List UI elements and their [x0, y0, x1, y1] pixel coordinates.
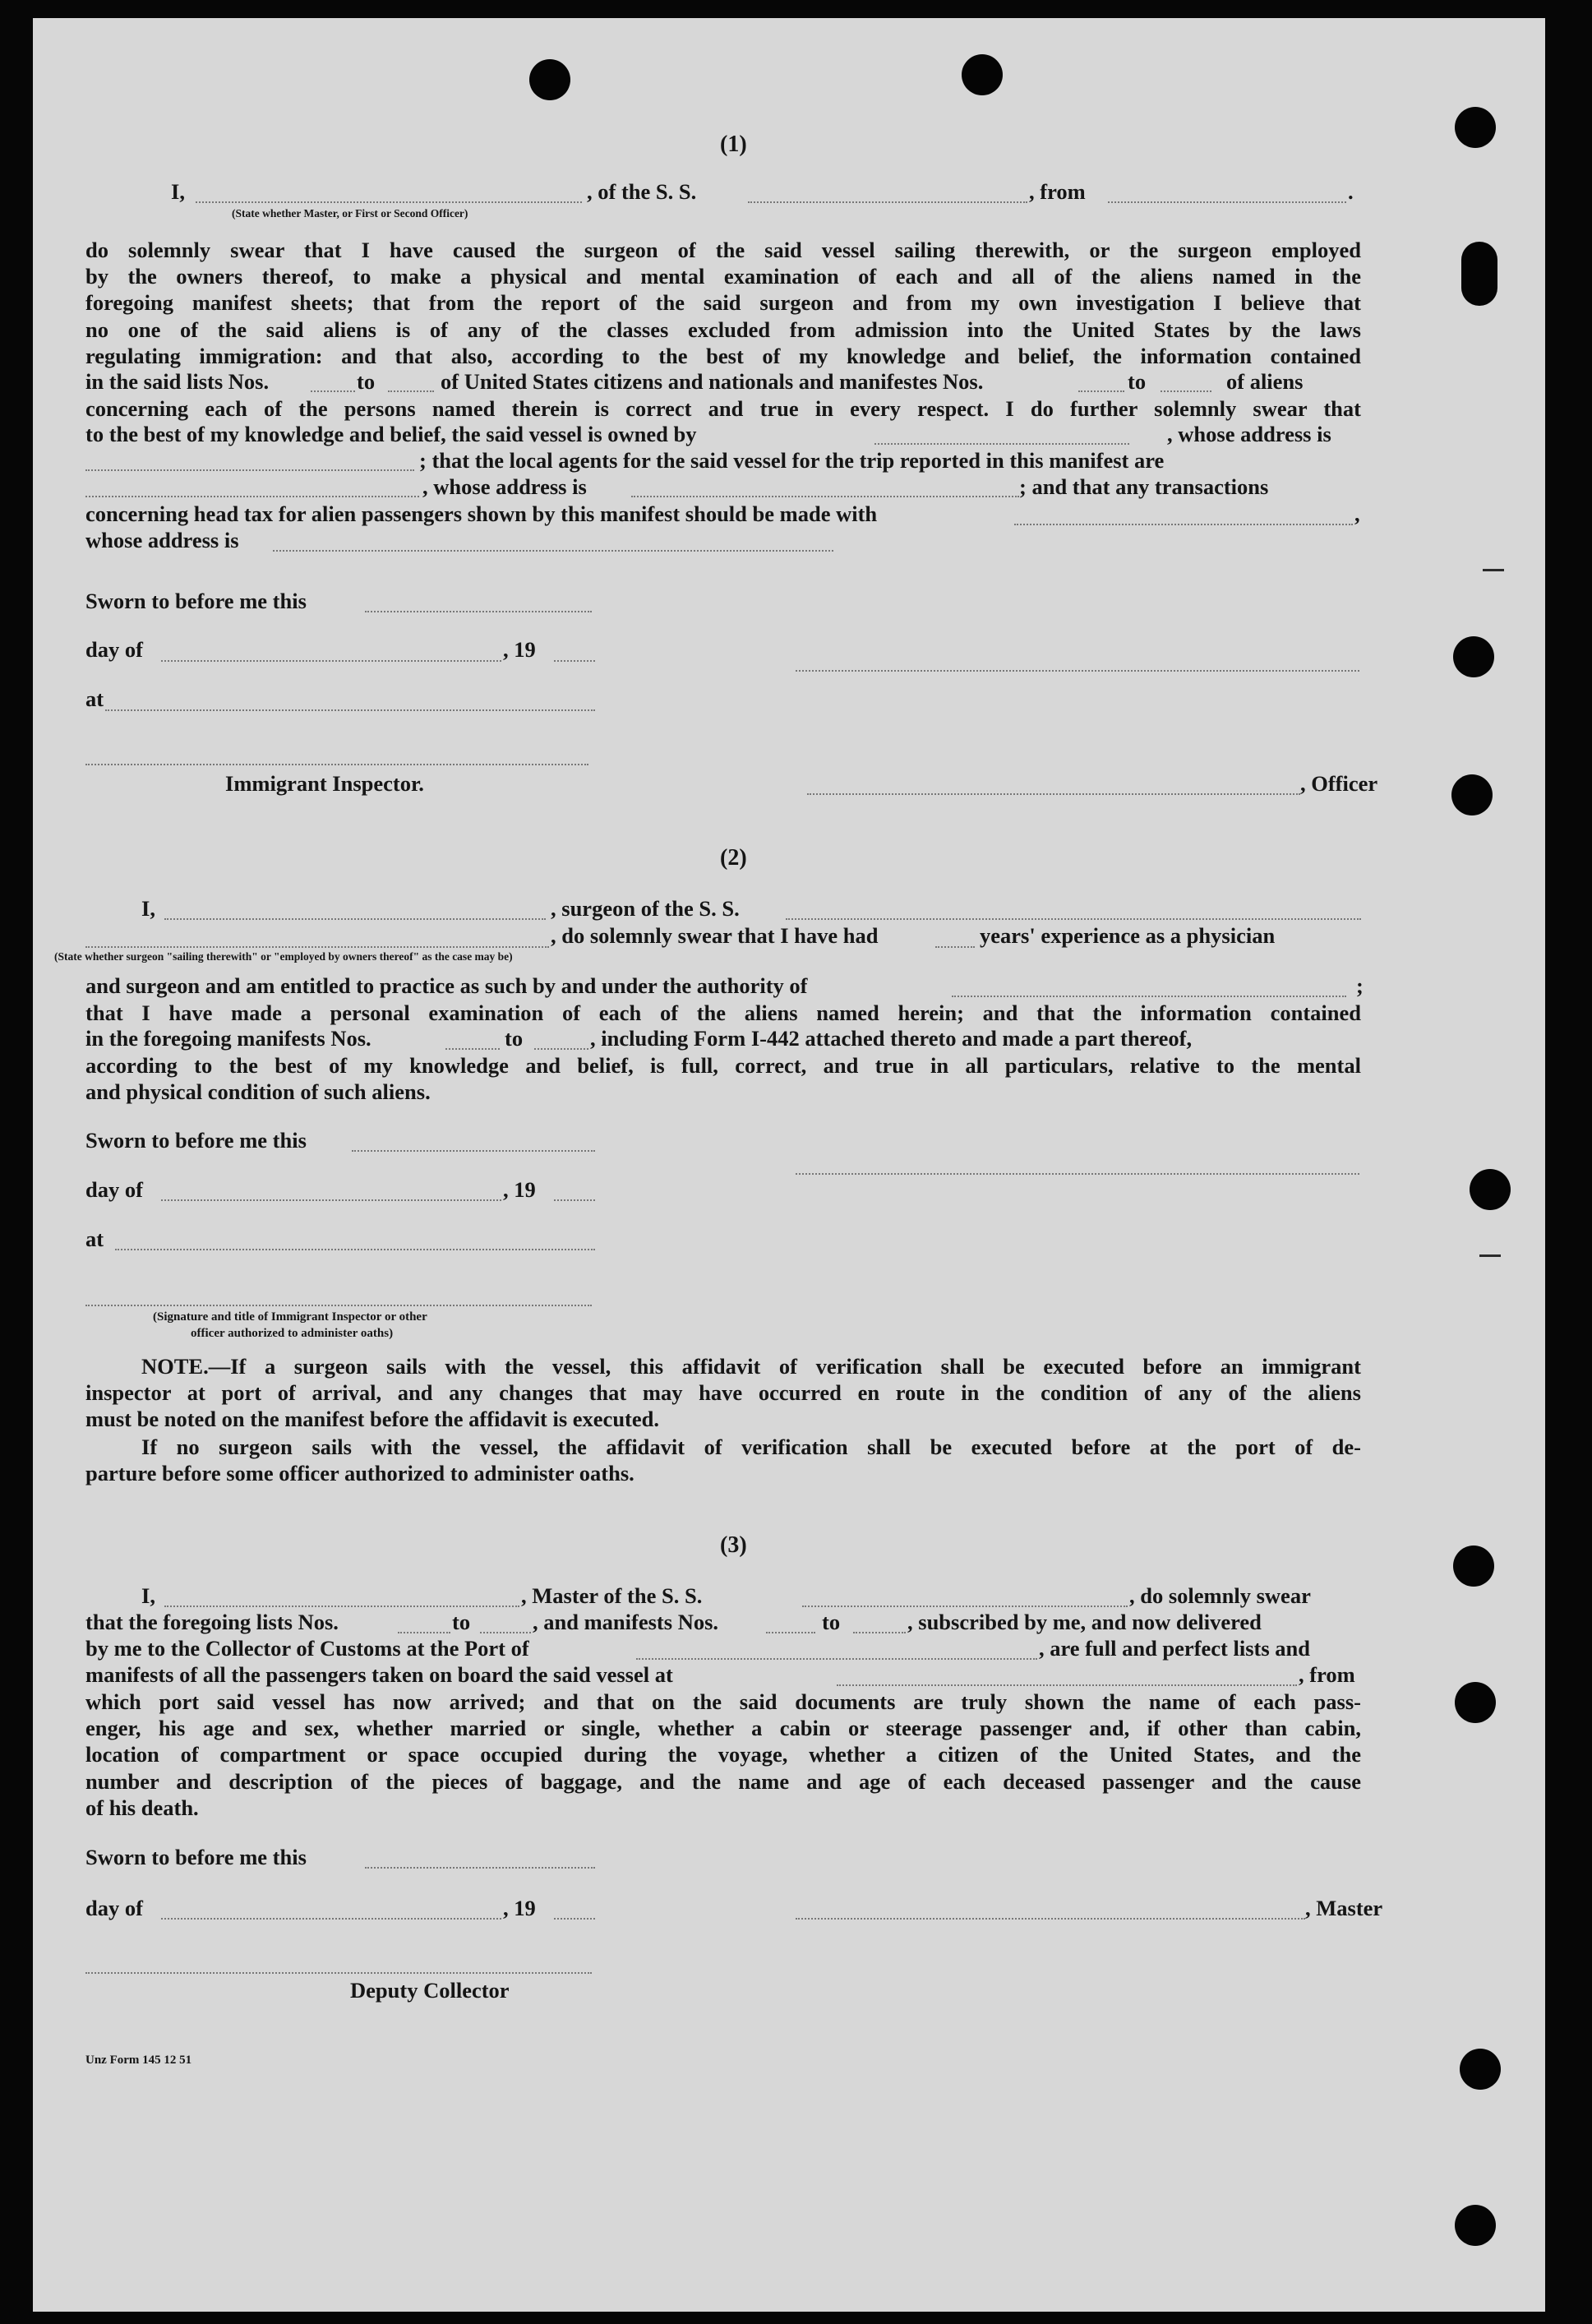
s1-paragraph [85, 237, 1361, 369]
s1-owner-address-field[interactable] [85, 469, 414, 471]
s3-boarded-label: manifests of all the passengers taken on board the said vessel at [85, 1662, 673, 1687]
s3-boarded-field[interactable] [837, 1684, 1297, 1686]
s1-period: . [1348, 179, 1354, 204]
s3-master-sig-field[interactable] [796, 1917, 1305, 1920]
s3-lists-to-field[interactable] [480, 1631, 531, 1633]
s1-at-label: at [85, 686, 104, 711]
s1-para-line: do solemnly swear that I have caused the surgeon of the said vessel sailing therewith, or the surgeon employed [85, 238, 1361, 262]
edge-mark [1483, 569, 1504, 571]
s2-sig-note: officer authorized to administer oaths) [191, 1327, 394, 1340]
s2-form-label: , including Form I-442 attached thereto and made a part thereof, [590, 1026, 1193, 1051]
s1-agents-address-field[interactable] [631, 495, 1019, 497]
punch-hole [1470, 1169, 1511, 1210]
s1-owned-label: to the best of my knowledge and belief, the said vessel is owned by [85, 422, 697, 446]
s2-ship-field[interactable] [786, 917, 1361, 920]
s3-from-label: , from [1299, 1662, 1355, 1687]
s1-ship-label: , of the S. S. [587, 179, 697, 204]
punch-hole [1455, 107, 1496, 148]
s1-from-field[interactable] [1108, 201, 1346, 203]
s2-surgeon-name-field[interactable] [164, 917, 546, 920]
s1-lists-to-field[interactable] [388, 390, 434, 392]
s1-inspector-label: Immigrant Inspector. [225, 771, 424, 796]
s2-signature-field[interactable] [796, 1172, 1359, 1175]
s1-sworn-label: Sworn to before me this [85, 589, 307, 613]
s1-headtax-address-label: whose address is [85, 528, 239, 552]
s3-deputy-label: Deputy Collector [350, 1978, 510, 2003]
s1-inspector-field[interactable] [85, 763, 588, 765]
s2-manifests-from-field[interactable] [445, 1047, 500, 1050]
s1-officer-label: , Officer [1300, 771, 1378, 796]
s1-to-label: to [357, 369, 376, 394]
s3-master-name-field[interactable] [164, 1605, 519, 1607]
s1-officer-note: (State whether Master, or First or Second Officer) [232, 207, 468, 219]
s3-master-label: , Master [1305, 1896, 1383, 1920]
s3-lists-from-field[interactable] [398, 1631, 450, 1633]
s1-para-line: by the owners thereof, to make a physical and mental examination of each and all of the aliens named in the [85, 264, 1361, 289]
s2-day-of-label: day of [85, 1177, 143, 1202]
s1-day-of-label: day of [85, 637, 143, 662]
s2-year-field[interactable] [554, 1199, 595, 1201]
s1-day-field[interactable] [161, 659, 501, 662]
s2-sworn-field[interactable] [352, 1149, 595, 1152]
s1-officer-sig-field[interactable] [807, 792, 1300, 795]
s2-sworn-label: Sworn to before me this [85, 1128, 307, 1153]
s3-para-line: which port said vessel has now arrived; and that on the said documents are truly shown the name of each pass- [85, 1689, 1361, 1714]
form-sheet [33, 18, 1545, 2312]
s1-owner-field[interactable] [874, 442, 1129, 445]
s1-ship-field[interactable] [748, 201, 1027, 203]
section-1-number: (1) [720, 132, 747, 157]
s1-headtax-field[interactable] [1014, 523, 1353, 525]
punch-hole [1455, 1682, 1496, 1723]
s1-lists-label: in the said lists Nos. [85, 369, 270, 394]
s2-year-label: , 19 [503, 1177, 536, 1202]
s3-to-label-2: to [822, 1610, 841, 1634]
s3-ship-field[interactable] [802, 1605, 1128, 1607]
s2-i-label: I, [141, 896, 155, 921]
s2-authority-label: and surgeon and am entitled to practice as such by and under the authority of [85, 973, 808, 998]
s2-swear-label: , do solemnly swear that I have had [551, 923, 879, 948]
s1-owner-address-label: , whose address is [1167, 422, 1331, 446]
s3-port-label: by me to the Collector of Customs at the Port of [85, 1636, 529, 1661]
s2-manifests-to-field[interactable] [534, 1047, 588, 1050]
punch-hole [962, 54, 1003, 95]
s1-sworn-field[interactable] [365, 610, 592, 612]
s2-para-line: that I have made a personal examination of each of the aliens named herein; and that the information contained [85, 1000, 1361, 1025]
s1-officer-field[interactable] [196, 201, 582, 203]
s1-para-line: concerning each of the persons named therein is correct and true in every respect. I do further solemnly swear that [85, 396, 1361, 421]
s3-paragraph [85, 1689, 1361, 1821]
punch-hole [1460, 2049, 1501, 2090]
s3-year-label: , 19 [503, 1896, 536, 1920]
s1-headtax-address-field[interactable] [273, 549, 833, 552]
s2-semicolon: ; [1356, 973, 1364, 998]
s2-surgeon-type-field[interactable] [85, 945, 549, 948]
form-number: Unz Form 145 12 51 [85, 2054, 192, 2067]
s2-sig-note: (Signature and title of Immigrant Inspector or other [153, 1310, 427, 1324]
punch-hole [1453, 636, 1494, 677]
s3-lists-label: that the foregoing lists Nos. [85, 1610, 339, 1634]
s2-line-6 [85, 1052, 1361, 1105]
s2-at-label: at [85, 1227, 104, 1251]
s1-manifests-from-field[interactable] [1078, 390, 1124, 392]
s2-experience-label: years' experience as a physician [980, 923, 1276, 948]
punch-hole [1461, 242, 1497, 306]
s3-sworn-field[interactable] [365, 1866, 595, 1869]
s1-para-line: regulating immigration: and that also, according to the best of my knowledge and belief, the information contained [85, 343, 1361, 368]
s1-para-line: no one of the said aliens is of any of the classes excluded from admission into the United States by the laws [85, 316, 1361, 342]
edge-mark [1479, 1254, 1501, 1257]
note-paragraph-1 [85, 1353, 1361, 1433]
s2-to-label: to [505, 1026, 524, 1051]
s3-manifests-label: , and manifests Nos. [533, 1610, 719, 1634]
s3-manifests-from-field[interactable] [766, 1631, 815, 1633]
s1-para-line: foregoing manifest sheets; that from the report of the said surgeon and from my own investigation I believe that [85, 290, 1361, 316]
note-paragraph-2 [85, 1434, 1361, 1486]
s3-year-field[interactable] [554, 1917, 595, 1920]
s1-line-7 [85, 395, 1361, 422]
note-line: inspector at port of arrival, and any changes that may have occurred en route in the condition of any of the aliens [85, 1380, 1361, 1406]
s1-comma: , [1354, 501, 1360, 526]
s3-para-line: number and description of the pieces of baggage, and the name and age of each deceased passenger and the cause [85, 1768, 1361, 1794]
note-line: must be noted on the manifest before the affidavit is executed. [85, 1407, 660, 1432]
s3-ship-label: , Master of the S. S. [521, 1583, 703, 1608]
s3-para-line: location of compartment or space occupied during the voyage, whether a citizen of the United States, and the [85, 1742, 1361, 1767]
s1-manifests-to-field[interactable] [1161, 390, 1211, 392]
s1-agents-label: ; that the local agents for the said vessel for the trip reported in this manifest are [419, 448, 1165, 473]
s1-year-field[interactable] [554, 659, 595, 662]
s3-subscribed-label: , subscribed by me, and now delivered [907, 1610, 1262, 1634]
s3-to-label: to [452, 1610, 471, 1634]
s3-para-line: enger, his age and sex, whether married or single, whether a cabin or steerage passenger and, if other than cabin, [85, 1716, 1361, 1741]
s1-lists-from-field[interactable] [311, 390, 355, 392]
section-2-number: (2) [720, 845, 747, 871]
s1-aliens-label: of aliens [1226, 369, 1304, 394]
s2-manifests-label: in the foregoing manifests Nos. [85, 1026, 371, 1051]
s1-headtax-label: concerning head tax for alien passengers shown by this manifest should be made with [85, 501, 878, 526]
s3-lists-full-label: , are full and perfect lists and [1039, 1636, 1311, 1661]
s1-to-label-2: to [1128, 369, 1147, 394]
s3-i-label: I, [141, 1583, 155, 1608]
punch-hole [529, 59, 570, 100]
s1-manifests-label: of United States citizens and nationals and manifestes Nos. [441, 369, 984, 394]
punch-hole [1451, 774, 1493, 815]
s2-ship-label: , surgeon of the S. S. [551, 896, 740, 921]
s3-manifests-to-field[interactable] [853, 1631, 906, 1633]
s1-at-field[interactable] [105, 709, 595, 711]
note-line: If no surgeon sails with the vessel, the affidavit of verification shall be executed before at the port of de- [141, 1435, 1361, 1459]
s3-day-of-label: day of [85, 1896, 143, 1920]
s3-deputy-sig-field[interactable] [85, 1971, 592, 1974]
s2-surgeon-note: (State whether surgeon "sailing therewith" or "employed by owners thereof" as the case may be) [54, 950, 513, 963]
s1-from-label: , from [1029, 179, 1086, 204]
s2-para-line: according to the best of my knowledge and belief, is full, correct, and true in all particulars, relative to the mental [85, 1053, 1361, 1078]
s1-signature-field[interactable] [796, 669, 1359, 672]
punch-hole [1453, 1545, 1494, 1587]
s1-i-label: I, [171, 179, 185, 204]
s2-inspector-sig-field[interactable] [85, 1304, 592, 1306]
s2-years-field[interactable] [935, 945, 975, 948]
s3-day-field[interactable] [161, 1917, 501, 1920]
s2-authority-field[interactable] [952, 995, 1346, 997]
s3-swear-label: , do solemnly swear [1129, 1583, 1311, 1608]
s2-at-field[interactable] [115, 1248, 595, 1250]
s2-day-field[interactable] [161, 1199, 501, 1201]
s2-para-line: and physical condition of such aliens. [85, 1079, 431, 1105]
s2-line-4 [85, 1000, 1361, 1026]
s1-agents-address-label: , whose address is [422, 474, 587, 499]
s1-year-label: , 19 [503, 637, 536, 662]
s3-para-line: of his death. [85, 1795, 199, 1820]
s3-sworn-label: Sworn to before me this [85, 1845, 307, 1869]
s1-agents-field[interactable] [85, 495, 419, 497]
section-3-number: (3) [720, 1532, 747, 1558]
s1-transactions-label: ; and that any transactions [1019, 474, 1269, 499]
note-line: NOTE.—If a surgeon sails with the vessel, this affidavit of verification shall be executed before an immigrant [141, 1354, 1361, 1379]
s3-port-field[interactable] [636, 1657, 1037, 1660]
punch-hole [1455, 2205, 1496, 2246]
note-line: parture before some officer authorized to administer oaths. [85, 1461, 634, 1486]
